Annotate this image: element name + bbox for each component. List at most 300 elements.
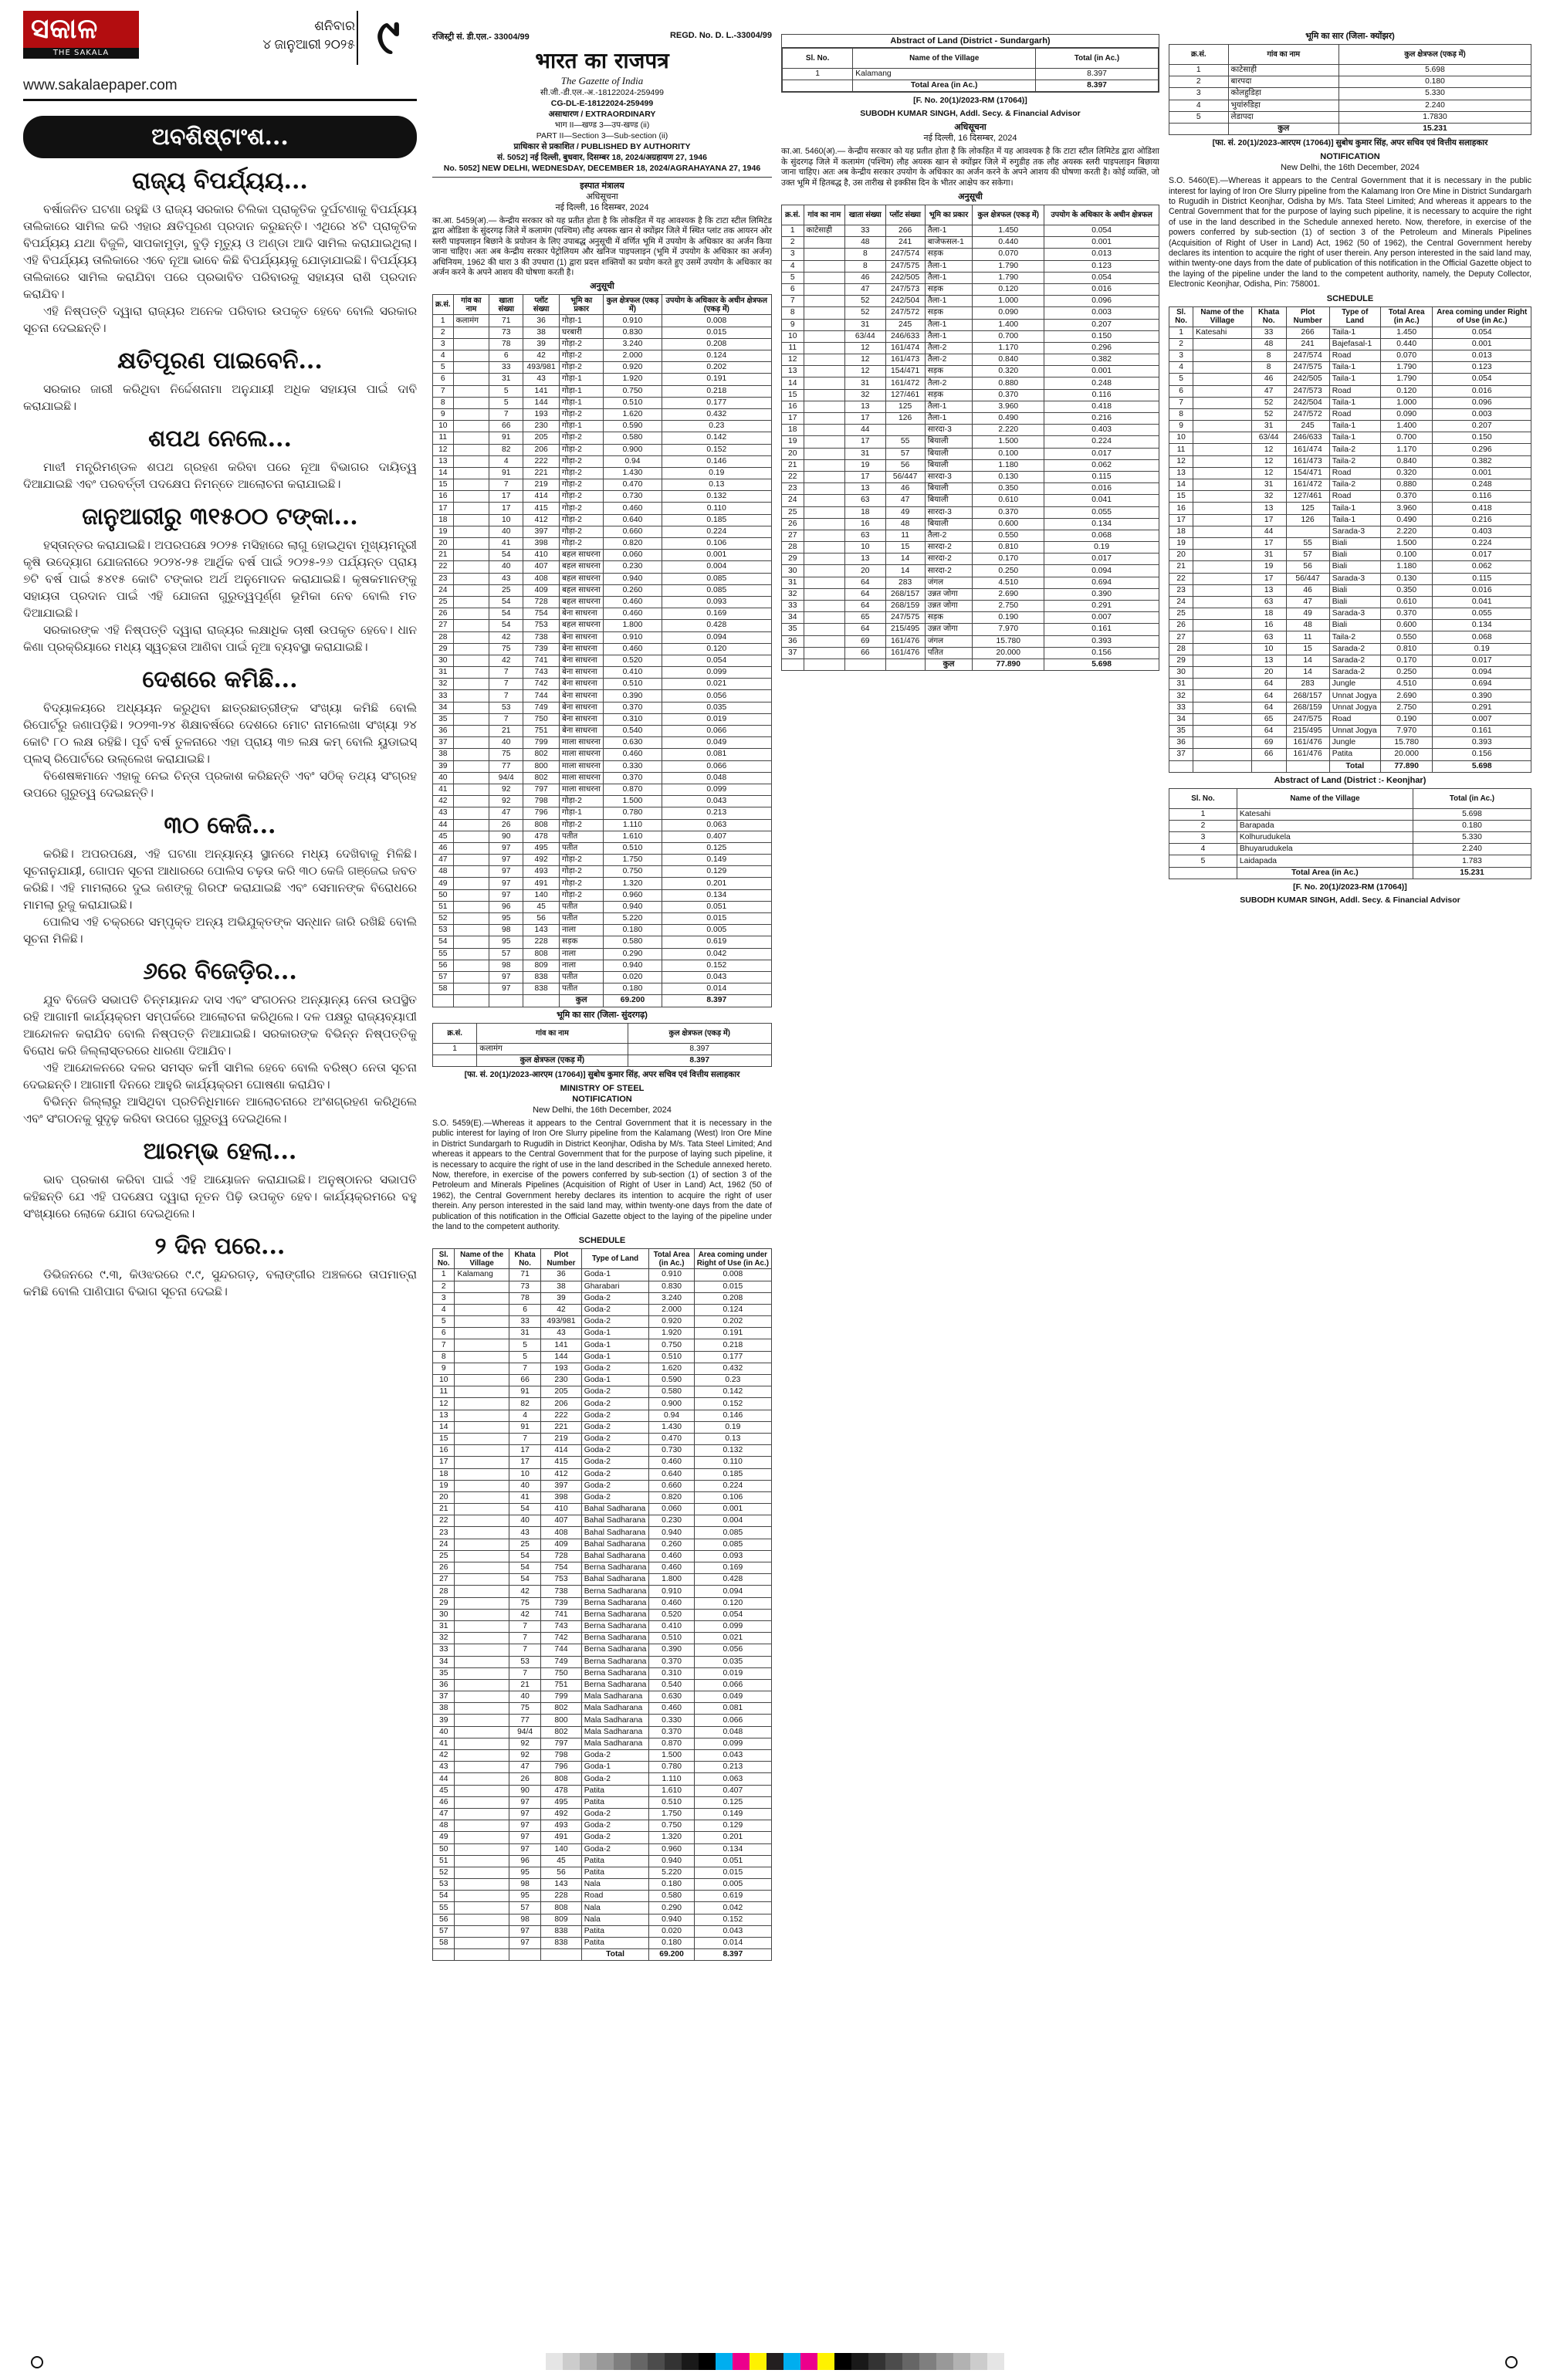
table-cell: तैला-1 — [925, 225, 973, 237]
table-cell: 17 — [1251, 514, 1286, 526]
table-cell: 65 — [1251, 713, 1286, 725]
table-cell: 1.620 — [649, 1363, 694, 1374]
table-cell: 0.015 — [662, 327, 771, 338]
issue-date-block — [239, 17, 355, 54]
table-cell: 0.020 — [604, 971, 662, 983]
table-total-row — [433, 1055, 772, 1066]
table-cell: Biali — [1329, 596, 1380, 608]
table-cell: 13 — [433, 455, 454, 467]
table-cell: 0.150 — [1044, 330, 1159, 342]
table-cell: 4 — [1169, 362, 1193, 374]
table-cell: 15.231 — [1338, 123, 1531, 134]
table-cell: 0.015 — [662, 913, 771, 925]
table-cell: 0.005 — [662, 925, 771, 936]
table-cell: 1.000 — [973, 296, 1044, 307]
table-cell: तैला-2 — [925, 530, 973, 541]
table-cell: बियाली — [925, 459, 973, 471]
table-cell: 33 — [1251, 327, 1286, 338]
table-cell: 46 — [845, 272, 886, 283]
color-swatch — [868, 2353, 885, 2370]
file-number-3: [F. No. 20(1)/2023-RM (17064)] — [1293, 882, 1407, 892]
table-cell: 37 — [1169, 749, 1193, 760]
table-cell: 40 — [509, 1691, 540, 1703]
table-row — [782, 225, 1159, 237]
masthead-divider — [23, 99, 417, 101]
table-row — [433, 1620, 772, 1632]
table-cell: 0.310 — [649, 1667, 694, 1679]
table-cell — [453, 538, 489, 550]
table-cell: Berna Sadharana — [581, 1633, 649, 1644]
story-headline: ଜାନୁଆରୀରୁ ୩୧୫୦୦ ଟଙ୍କା... — [82, 503, 358, 530]
table-cell: 6 — [1169, 385, 1193, 397]
table-cell: 43 — [433, 1762, 455, 1773]
table-row — [1169, 111, 1531, 123]
abstract-title-hindi: भूमि का सार (जिला- सुंदरगढ़) — [557, 1010, 648, 1020]
table-cell: Goda-1 — [581, 1328, 649, 1339]
table-cell: 0.370 — [973, 389, 1044, 401]
table-cell: बेना साधरना — [560, 643, 604, 655]
color-swatch — [834, 2353, 851, 2370]
table-cell: 63 — [1251, 631, 1286, 643]
notification-body-english: S.O. 5459(E).—Whereas it appears to the Central Government that it is necessary in the public interest for laying of Iron Ore Slurry pipeline from the Kalamang (West) Iron Ore Mine in District Sundargarh to Rugudih in District Keonjhar, Odisha by M/s. Tata Steel Limited; And whereas it appears to the Central Government that for the purpose of laying such pipeline, it is necessary to acquire the right of use in the land described in the Schedule annexed hereto. Now, therefore, in exercise of the powers conferred by sub-section (1) of section 3 of the Petroleum and Minerals Pipelines (Acquisition of Right of User in Land) Act, 1962 (50 of 1962), the Central Government hereby declares its intention to acquire the right of user therein. Any person interested in the said land may, within twenty-one days from the date of publication of this notification in the Official Gazette object to the laying of the pipeline under the land to the competent authority. — [432, 1118, 772, 1231]
table-cell: 5.698 — [1413, 808, 1531, 820]
table-cell: 0.910 — [649, 1586, 694, 1597]
table-cell: 0.208 — [694, 1292, 771, 1304]
table-cell: 24 — [782, 495, 804, 506]
table-cell: बेना साधरना — [560, 667, 604, 679]
table-cell: 12 — [845, 354, 886, 366]
table-cell: 7 — [782, 296, 804, 307]
table-cell: Road — [1329, 350, 1380, 361]
table-cell: 4.510 — [1380, 679, 1432, 690]
table-cell: 751 — [541, 1679, 581, 1691]
table-row — [782, 330, 1159, 342]
color-swatch — [851, 2353, 868, 2370]
table-cell: बहल साधरना — [560, 620, 604, 631]
table-cell: 14 — [885, 554, 925, 565]
table-cell — [453, 643, 489, 655]
table-cell: 0.694 — [1433, 679, 1531, 690]
table-cell: 41 — [489, 538, 523, 550]
table-cell: 0.054 — [1433, 374, 1531, 385]
table-cell: 744 — [523, 690, 560, 702]
table-cell: 0.410 — [604, 667, 662, 679]
table-cell — [455, 1938, 509, 1949]
table-cell: 0.100 — [1380, 550, 1432, 561]
signatory-3: SUBODH KUMAR SINGH, Addl. Secy. & Financial Advisor — [1240, 895, 1460, 905]
table-row — [1169, 421, 1531, 432]
table-cell: 0.190 — [973, 612, 1044, 624]
table-cell: 10 — [433, 421, 454, 432]
table-row — [433, 713, 772, 725]
table-row — [433, 726, 772, 737]
table-cell: Taila-2 — [1329, 479, 1380, 491]
table-row — [433, 1491, 772, 1503]
table-row — [1169, 702, 1531, 713]
table-cell: 1.790 — [1380, 374, 1432, 385]
table-row — [1169, 526, 1531, 537]
table-cell: 242/504 — [1286, 397, 1329, 408]
table-cell: Bahal Sadharana — [581, 1527, 649, 1539]
table-cell: सारदा-2 — [925, 554, 973, 565]
table-row — [433, 1457, 772, 1468]
table-cell: 14 — [1286, 667, 1329, 679]
table-cell: 728 — [523, 596, 560, 608]
news-story — [23, 812, 417, 947]
table-cell: 0.156 — [1433, 749, 1531, 760]
table-cell: 46 — [885, 483, 925, 495]
table-cell: 53 — [489, 702, 523, 713]
table-cell: 0.330 — [649, 1715, 694, 1726]
table-cell — [453, 713, 489, 725]
table-cell: 95 — [509, 1867, 540, 1878]
table-cell: माला साधरना — [560, 772, 604, 784]
table-header-cell: उपयोग के अधिकार के अधीन क्षेत्रफल — [1044, 205, 1159, 225]
table-cell: 43 — [489, 573, 523, 584]
table-header-cell: Khata No. — [1251, 306, 1286, 327]
table-cell: 0.393 — [1044, 635, 1159, 647]
table-row — [433, 1679, 772, 1691]
table-cell: 14 — [433, 1421, 455, 1433]
table-cell: 8 — [1169, 408, 1193, 420]
color-swatch — [546, 2353, 563, 2370]
table-cell: 27 — [1169, 631, 1193, 643]
table-cell: 13 — [433, 1410, 455, 1421]
table-cell: 0.470 — [604, 479, 662, 491]
table-cell: 796 — [523, 807, 560, 819]
table-cell: 5.220 — [649, 1867, 694, 1878]
table-row — [782, 366, 1159, 377]
table-cell: 47 — [845, 283, 886, 295]
story-paragraph: ପୋଲିସ ଏହି ଚକ୍ରରେ ସମ୍ପୃକ୍ତ ଅନ୍ୟ ଅଭିଯୁକ୍ତଙ୍କ ସନ୍ଧାନ ଜାରି ରଖିଛି ବୋଲି ସୂଚନା ମିଳିଛି। — [23, 915, 417, 946]
table-cell: 0.370 — [604, 772, 662, 784]
table-cell: 0.224 — [1433, 537, 1531, 549]
table-cell: 9 — [782, 319, 804, 330]
table-cell: 97 — [509, 1796, 540, 1808]
table-cell: 39 — [433, 1715, 455, 1726]
table-row — [433, 643, 772, 655]
table-row — [1169, 690, 1531, 702]
table-row — [433, 608, 772, 620]
table-cell: 45 — [523, 901, 560, 912]
table-cell: सड़क — [925, 307, 973, 319]
table-cell: 17 — [782, 413, 804, 425]
table-cell — [455, 1445, 509, 1457]
table-cell: Kalamang — [455, 1269, 509, 1281]
table-header-cell: Name of the Village — [1237, 788, 1413, 808]
table-row — [433, 315, 772, 327]
table-row — [433, 1527, 772, 1539]
notification-hindi: अधिसूचना — [586, 192, 618, 201]
table-cell: 29 — [433, 643, 454, 655]
table-row — [433, 1386, 772, 1398]
table-cell: गोड़ा-2 — [560, 855, 604, 866]
table-cell: Katesahi — [1193, 327, 1252, 338]
table-cell: 97 — [489, 983, 523, 995]
table-cell — [1193, 655, 1252, 666]
table-cell — [455, 1574, 509, 1586]
table-row — [782, 272, 1159, 283]
table-row — [433, 444, 772, 455]
table-cell — [455, 1597, 509, 1609]
table-row — [433, 1750, 772, 1762]
schedule-title-hindi: अनुसूची — [590, 282, 614, 292]
table-cell — [1193, 374, 1252, 385]
newspaper-logo — [23, 11, 162, 65]
table-cell: 3 — [1169, 88, 1229, 100]
table-cell — [804, 624, 845, 635]
table-cell: बेना साधरना — [560, 690, 604, 702]
table-cell: 26 — [782, 518, 804, 530]
table-row — [433, 421, 772, 432]
table-cell: गोड़ा-1 — [560, 385, 604, 397]
table-cell: 838 — [523, 971, 560, 983]
table-cell: 154/471 — [1286, 467, 1329, 479]
table-cell: 283 — [885, 577, 925, 588]
table-cell: 0.700 — [973, 330, 1044, 342]
table-cell — [1193, 479, 1252, 491]
table-cell: 9 — [433, 408, 454, 420]
table-row — [433, 655, 772, 666]
table-cell: 8.397 — [628, 1055, 771, 1066]
table-cell: Taila-1 — [1329, 514, 1380, 526]
table-cell: 20.000 — [973, 647, 1044, 658]
table-cell: 15 — [885, 542, 925, 554]
table-cell: Barapada — [1237, 820, 1413, 831]
table-cell: तैला-2 — [925, 354, 973, 366]
table-cell: 32 — [1169, 690, 1193, 702]
table-cell — [1193, 725, 1252, 736]
table-cell: 2.750 — [1380, 702, 1432, 713]
table-cell: 0.248 — [1433, 479, 1531, 491]
table-cell: 1.750 — [649, 1808, 694, 1820]
table-cell: 31 — [845, 319, 886, 330]
table-cell: 2 — [1169, 338, 1193, 350]
table-header-cell: Khata No. — [509, 1249, 540, 1269]
table-cell: 397 — [541, 1480, 581, 1491]
table-cell: 1.790 — [1380, 362, 1432, 374]
table-cell: कुल — [560, 995, 604, 1007]
table-cell: 0.004 — [694, 1515, 771, 1527]
table-cell: 493/981 — [523, 362, 560, 374]
table-row — [782, 459, 1159, 471]
table-header-cell: कुल क्षेत्रफल (एकड़ में) — [1338, 45, 1531, 65]
table-cell: 0.124 — [694, 1304, 771, 1315]
table-cell: 0.017 — [1433, 550, 1531, 561]
table-cell: 1.750 — [604, 855, 662, 866]
table-cell: 7 — [489, 479, 523, 491]
table-cell — [453, 819, 489, 831]
table-cell: बियाली — [925, 483, 973, 495]
table-cell — [455, 1316, 509, 1328]
table-cell — [453, 726, 489, 737]
table-cell: 34 — [1169, 713, 1193, 725]
table-cell: 242/504 — [885, 296, 925, 307]
table-cell: 66 — [845, 647, 886, 658]
table-cell: 1.180 — [1380, 561, 1432, 573]
table-cell: 30 — [433, 655, 454, 666]
table-cell: 0.180 — [649, 1879, 694, 1891]
table-cell — [804, 307, 845, 319]
table-row — [782, 377, 1159, 389]
table-cell: 0.260 — [649, 1539, 694, 1550]
table-cell: Patita — [581, 1867, 649, 1878]
table-cell: 17 — [433, 1457, 455, 1468]
table-header-cell: Plot Number — [541, 1249, 581, 1269]
table-cell: जंगल — [925, 635, 973, 647]
table-cell: 2 — [433, 1281, 455, 1292]
table-row — [433, 913, 772, 925]
table-cell: 0.180 — [649, 1938, 694, 1949]
table-cell: 493 — [541, 1820, 581, 1832]
table-cell: 161/472 — [1286, 479, 1329, 491]
table-cell: 97 — [489, 866, 523, 878]
table-cell — [804, 658, 845, 670]
table-cell: 21 — [433, 1504, 455, 1515]
table-cell: 0.096 — [1433, 397, 1531, 408]
color-swatch — [682, 2353, 699, 2370]
table-cell: 13 — [1169, 467, 1193, 479]
table-cell: 0.142 — [662, 432, 771, 444]
table-cell — [455, 1539, 509, 1550]
table-cell: 0.960 — [649, 1843, 694, 1855]
table-row — [782, 260, 1159, 272]
table-cell: 743 — [523, 667, 560, 679]
gazette-header — [432, 31, 772, 178]
table-cell: 1 — [433, 1043, 477, 1055]
table-cell — [1193, 338, 1252, 350]
color-swatch — [648, 2353, 665, 2370]
table-cell: 0.390 — [604, 690, 662, 702]
notification-body-hindi-2: का.आ. 5460(अ).— केन्द्रीय सरकार को यह प्रतीत होता है कि लोकहित में यह आवश्यक है कि टाटा स्टील लिमिटेड द्वारा ओडिशा के सुंदरगढ़ जिले में कलामंग (पश्चिम) लौह अयस्क खान से क्योंझर जिले में रुगुडीह तक लौह अयस्क स्लरी पाइपलाइन बिछाया जाना चाहिए। अतः अब केन्द्रीय सरकार उपयोग के अधिकार का अर्जन करने के अपने आशय की घोषणा करती है। कोई व्यक्ति, जो उक्त भूमि में हितबद्ध है, उस तारीख से इक्कीस दिन के भीतर आक्षेप कर सकेगा। — [781, 147, 1159, 188]
table-cell — [1251, 760, 1286, 772]
table-cell: 4 — [1169, 100, 1229, 111]
table-cell: 15 — [1286, 643, 1329, 655]
table-cell: 0.124 — [662, 350, 771, 362]
table-cell: 0.068 — [1044, 530, 1159, 541]
table-cell — [453, 878, 489, 889]
table-cell: 0.540 — [649, 1679, 694, 1691]
table-cell: 18 — [1251, 608, 1286, 620]
table-cell: 0.291 — [1044, 601, 1159, 612]
table-cell: 797 — [523, 784, 560, 795]
table-cell: Bajefasal-1 — [1329, 338, 1380, 350]
table-row — [1169, 561, 1531, 573]
table-cell: गोड़ा-2 — [560, 878, 604, 889]
table-cell: 31 — [1251, 421, 1286, 432]
table-row — [433, 1762, 772, 1773]
schedule-table-english — [432, 1248, 772, 1961]
table-cell: 13 — [1251, 584, 1286, 596]
table-cell: 19 — [845, 459, 886, 471]
table-cell: 247/573 — [885, 283, 925, 295]
table-cell: 230 — [541, 1375, 581, 1386]
table-cell — [804, 601, 845, 612]
table-cell: 91 — [509, 1421, 540, 1433]
story-headline: ୨ ଦିନ ପରେ... — [154, 1233, 286, 1260]
table-cell: 1.430 — [604, 467, 662, 479]
website-link[interactable]: www.sakalaepaper.com — [23, 77, 178, 93]
table-cell: 0.110 — [694, 1457, 771, 1468]
table-cell: 10 — [433, 1375, 455, 1386]
table-row — [433, 878, 772, 889]
table-cell: 0.630 — [604, 737, 662, 749]
table-cell: 7 — [489, 713, 523, 725]
table-cell: Goda-1 — [581, 1351, 649, 1363]
table-cell: 18 — [1169, 526, 1193, 537]
table-cell: 0.202 — [662, 362, 771, 374]
table-header-cell: Sl. No. — [1169, 788, 1237, 808]
table-cell: 33 — [433, 1644, 455, 1656]
notification-hindi-2: अधिसूचना — [954, 123, 987, 133]
table-row — [1169, 631, 1531, 643]
table-cell: 8.397 — [1036, 80, 1159, 92]
table-cell: 0.393 — [1433, 737, 1531, 749]
table-cell — [455, 1656, 509, 1667]
table-cell: 0.750 — [604, 385, 662, 397]
table-cell: गोड़ा-2 — [560, 467, 604, 479]
table-cell: 0.820 — [604, 538, 662, 550]
table-cell: 0.054 — [1433, 327, 1531, 338]
table-cell: बेना साधरना — [560, 655, 604, 666]
table-cell: 809 — [523, 960, 560, 971]
table-row — [782, 401, 1159, 412]
table-row — [782, 624, 1159, 635]
table-cell — [455, 1504, 509, 1515]
table-cell: 10 — [1169, 432, 1193, 444]
table-cell: 1 — [1169, 327, 1193, 338]
table-header-cell: Total (in Ac.) — [1413, 788, 1531, 808]
table-cell: Goda-2 — [581, 1316, 649, 1328]
table-row — [1169, 596, 1531, 608]
table-cell: 0.021 — [662, 679, 771, 690]
table-cell: 0.016 — [1433, 385, 1531, 397]
table-cell — [1169, 867, 1237, 879]
table-cell: 71 — [489, 315, 523, 327]
table-cell: 63 — [1251, 596, 1286, 608]
table-cell: 0.161 — [1044, 624, 1159, 635]
table-cell: बियाली — [925, 518, 973, 530]
table-cell: Berna Sadharana — [581, 1679, 649, 1691]
table-cell: 57 — [509, 1902, 540, 1914]
table-cell: 414 — [541, 1445, 581, 1457]
table-cell: 0.068 — [1433, 631, 1531, 643]
table-cell: 0.460 — [604, 749, 662, 760]
abstract-title: Abstract of Land (District - Sundargarh) — [782, 35, 1159, 48]
table-cell: 0.428 — [694, 1574, 771, 1586]
table-cell: 739 — [523, 643, 560, 655]
table-header-cell: Name of the Village — [1193, 306, 1252, 327]
color-swatch — [953, 2353, 970, 2370]
table-cell: 0.019 — [694, 1667, 771, 1679]
table-cell — [455, 1902, 509, 1914]
table-cell: बाजेफसल-1 — [925, 237, 973, 249]
table-cell: 799 — [523, 737, 560, 749]
table-cell: गोड़ा-2 — [560, 491, 604, 503]
table-cell: 0.048 — [694, 1726, 771, 1738]
table-cell: 42 — [433, 796, 454, 807]
table-cell: 19 — [433, 526, 454, 537]
table-cell: 215/495 — [885, 624, 925, 635]
table-row — [782, 577, 1159, 588]
table-cell: 40 — [489, 526, 523, 537]
table-cell: 33 — [489, 362, 523, 374]
table-cell: 412 — [541, 1468, 581, 1480]
table-cell: गोड़ा-2 — [560, 408, 604, 420]
table-cell: Goda-2 — [581, 1457, 649, 1468]
table-cell: Patita — [581, 1785, 649, 1796]
table-cell: 0.440 — [973, 237, 1044, 249]
